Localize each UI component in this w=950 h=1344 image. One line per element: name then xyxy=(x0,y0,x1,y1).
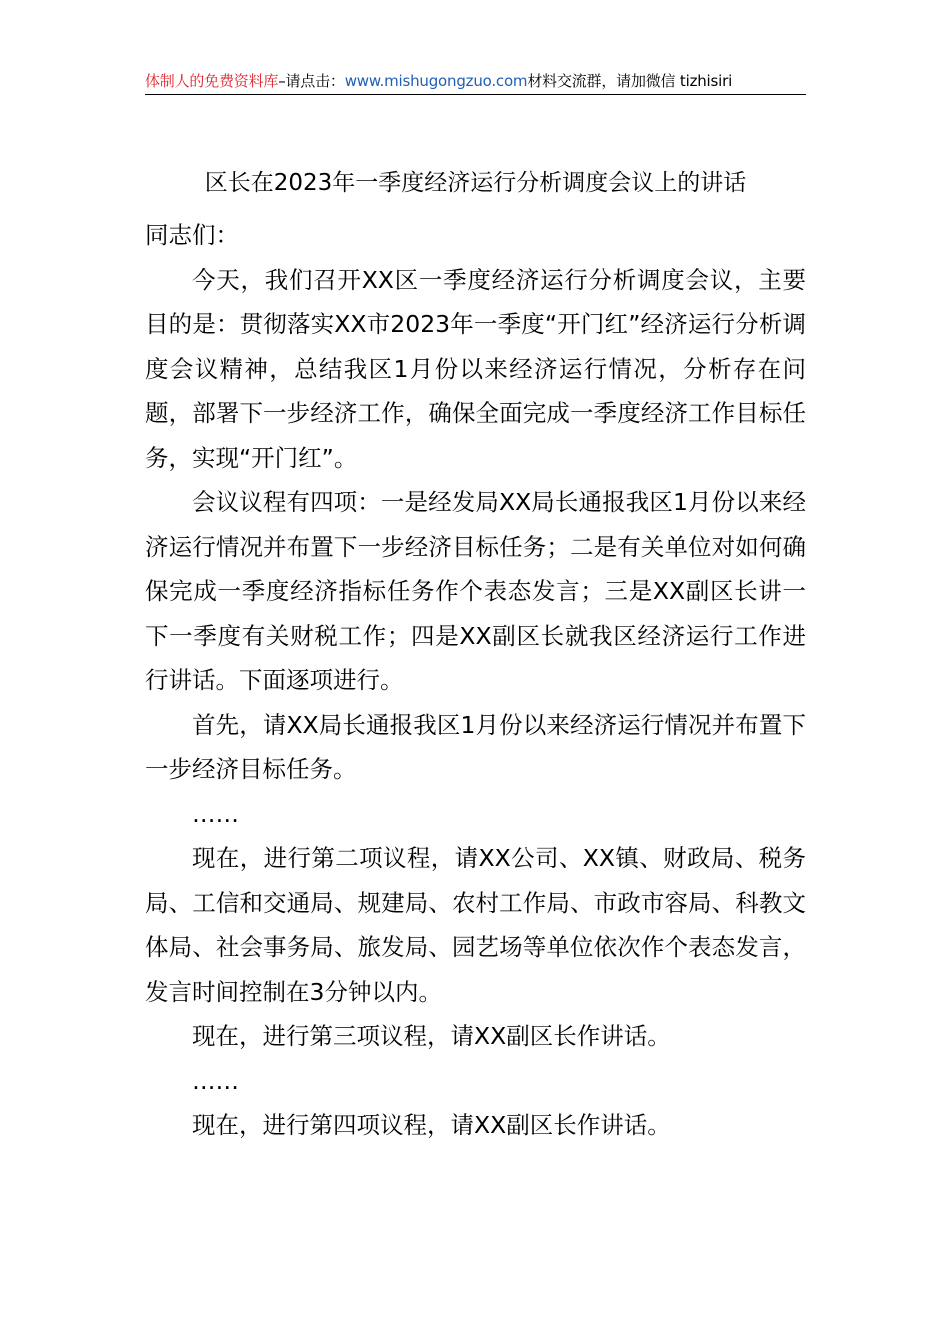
paragraph: 会议议程有四项：一是经发局XX局长通报我区1月份以来经济运行情况并布置下一步经济目标任务；二是有关单位对如何确保完成一季度经济指标任务作个表态发言；三是XX副区长讲一下一季度有关财税工作；四是XX副区长就我区经济运行工作进行讲话。下面逐项进行。 xyxy=(145,488,806,694)
paragraph: 今天，我们召开XX区一季度经济运行分析调度会议，主要目的是：贯彻落实XX市2023年一季度“开门红”经济运行分析调度会议精神，总结我区1月份以来经济运行情况，分析存在问题，部署下一步经济工作，确保全面完成一季度经济工作目标任务，实现“开门红”。 xyxy=(145,265,806,472)
ellipsis-line: …… xyxy=(192,1066,239,1095)
page-header xyxy=(145,70,806,95)
ellipsis-line: …… xyxy=(192,799,239,828)
paragraph: 首先，请XX局长通报我区1月份以来经济运行情况并布置下一步经济目标任务。 xyxy=(145,710,806,783)
document-body xyxy=(145,213,806,1148)
paragraph: 现在，进行第三项议程，请XX副区长作讲话。 xyxy=(192,1022,671,1050)
paragraph: 现在，进行第二项议程，请XX公司、XX镇、财政局、税务局、工信和交通局、规建局、农村工作局、市政市容局、科教文体局、社会事务局、旅发局、园艺场等单位依次作个表态发言，发言时间控制在3分钟以内。 xyxy=(145,844,806,1006)
header-url-link[interactable]: www.mishugongzuo.com xyxy=(344,72,528,90)
header-brand: 体制人的免费资料库 xyxy=(145,72,279,90)
header-contact: 材料交流群，请加微信 tizhisiri xyxy=(527,72,733,90)
salutation: 同志们： xyxy=(145,221,239,249)
header-click-prompt: –请点击： xyxy=(278,72,345,90)
document-title: 区长在2023年一季度经济运行分析调度会议上的讲话 xyxy=(204,170,747,196)
paragraph: 现在，进行第四项议程，请XX副区长作讲话。 xyxy=(192,1111,671,1139)
